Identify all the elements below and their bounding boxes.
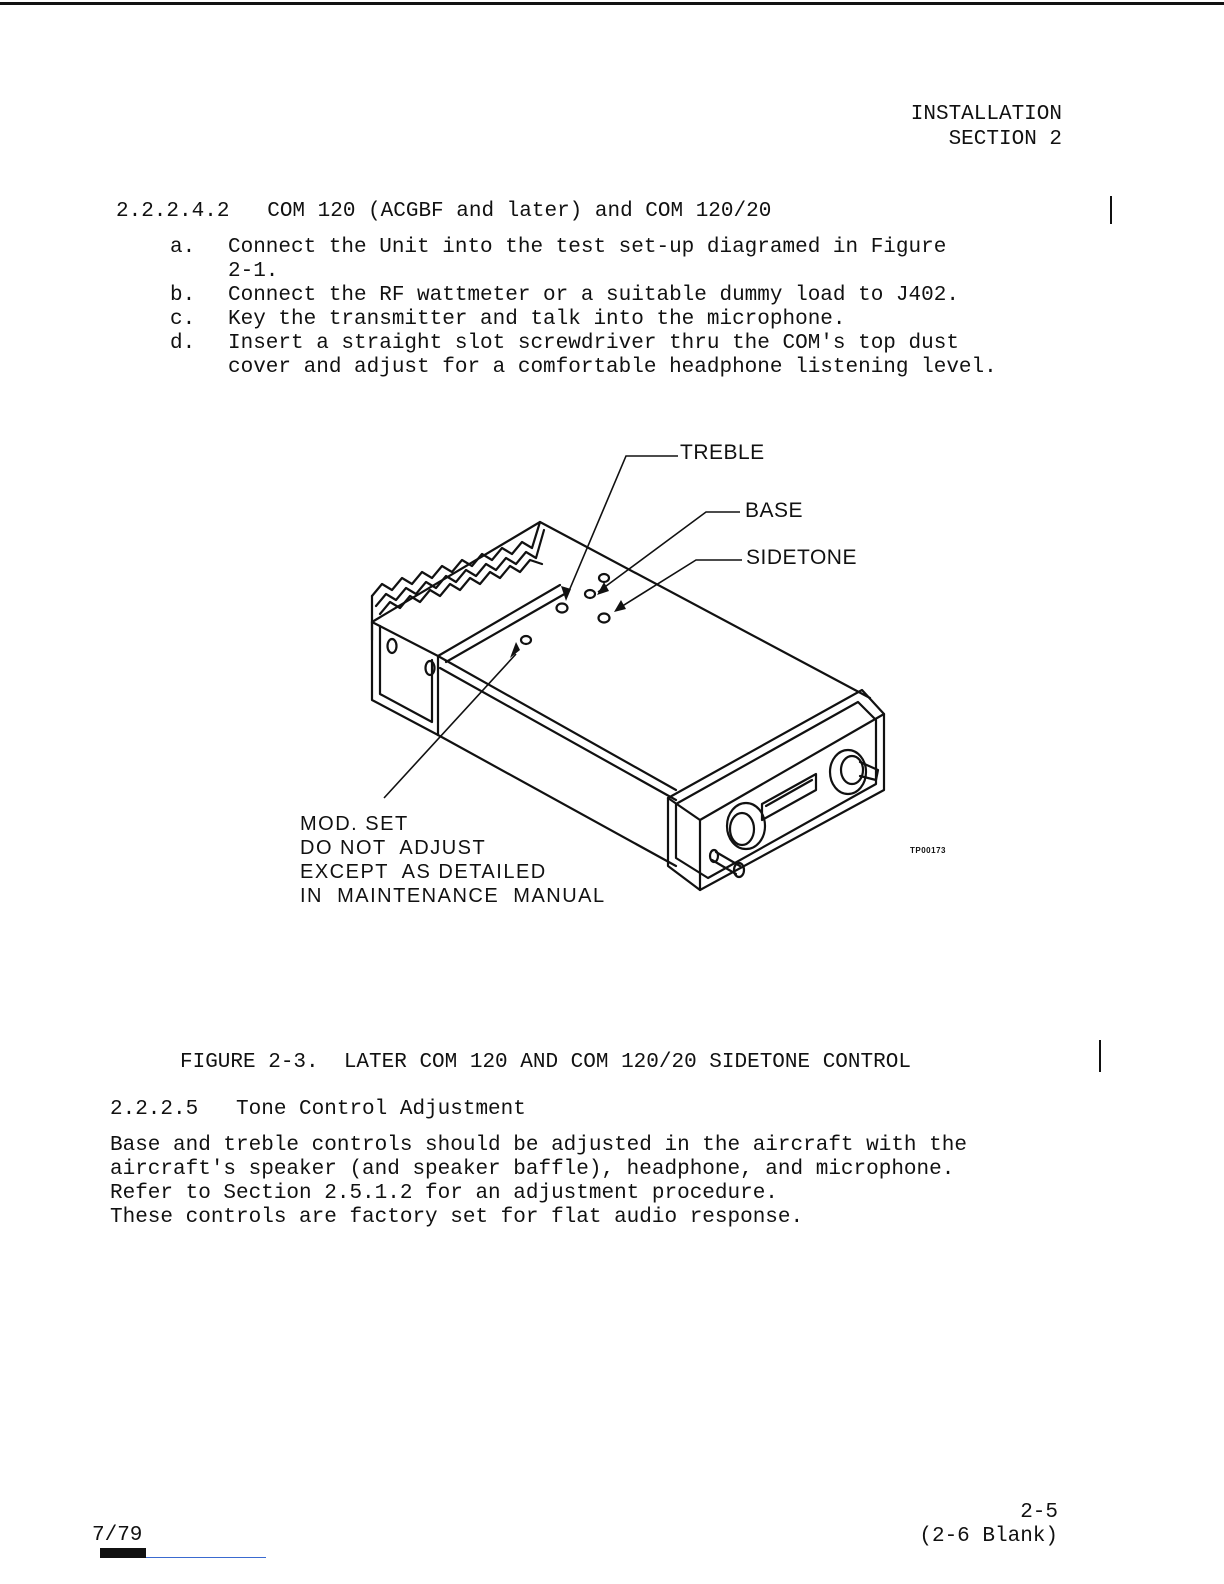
housing-ridge: [446, 592, 568, 662]
front-panel-inner: [676, 702, 876, 878]
footer-date-rule: [146, 1557, 266, 1558]
footer-date: 7/79: [92, 1524, 143, 1547]
housing-rear-face: [372, 622, 438, 735]
front-panel-bevel: [668, 798, 700, 890]
base-leader: [598, 512, 740, 592]
header-installation: INSTALLATION: [910, 103, 1062, 126]
section-2-2-2-5-title: 2.2.2.5 Tone Control Adjustment: [110, 1098, 526, 1121]
callout-treble: TREBLE: [680, 441, 765, 464]
header-section: SECTION 2: [948, 128, 1062, 151]
change-bar: [1099, 1040, 1101, 1072]
mod-note-line-2: DO NOT ADJUST: [300, 837, 487, 859]
callout-base: BASE: [745, 499, 804, 522]
housing-top-front-edge: [438, 656, 676, 790]
housing-top-rear-edge: [438, 585, 560, 656]
step-d-text: Insert a straight slot screwdriver thru the COM's top dust cover and adjust for a comfortable headphone listening level.: [228, 332, 997, 379]
mod-note-line-1: MOD. SET: [300, 813, 409, 835]
section-2-2-2-4-2-title: 2.2.2.4.2 COM 120 (ACGBF and later) and COM 120/20: [116, 200, 772, 223]
figure-tp-code: TP00173: [910, 846, 946, 855]
mod-note-line-4: IN MAINTENANCE MANUAL: [300, 885, 606, 907]
heat-sink-fins: [372, 522, 544, 640]
display-window: [762, 774, 816, 820]
mod-note-line-3: EXCEPT AS DETAILED: [300, 861, 547, 883]
step-c-text: Key the transmitter and talk into the microphone.: [228, 308, 846, 331]
step-b-text: Connect the RF wattmeter or a suitable dummy load to J402.: [228, 284, 959, 307]
sidetone-leader: [616, 560, 742, 610]
section-2-2-2-5-body: Base and treble controls should be adjusted in the aircraft with the aircraft's speaker (and speaker baffle), headphone, and microphone. Refer to Section 2.5.1.2 for an adjustment procedure. These controls are factory set for flat audio response.: [110, 1134, 967, 1229]
housing-side-edge: [440, 668, 676, 800]
step-d-letter: d.: [170, 332, 196, 355]
step-b-letter: b.: [170, 284, 196, 307]
modset-leader: [384, 654, 516, 798]
footer-blank-note: (2-6 Blank): [919, 1525, 1058, 1548]
footer-page-number: 2-5: [1020, 1501, 1058, 1524]
step-a-letter: a.: [170, 236, 196, 259]
figure-caption: FIGURE 2-3. LATER COM 120 AND COM 120/20 SIDETONE CONTROL: [180, 1051, 911, 1074]
treble-leader: [566, 456, 678, 598]
footer-date-mark: [100, 1548, 146, 1558]
callout-sidetone: SIDETONE: [746, 546, 857, 569]
step-a-text: Connect the Unit into the test set-up diagramed in Figure 2-1.: [228, 236, 947, 283]
step-c-letter: c.: [170, 308, 196, 331]
